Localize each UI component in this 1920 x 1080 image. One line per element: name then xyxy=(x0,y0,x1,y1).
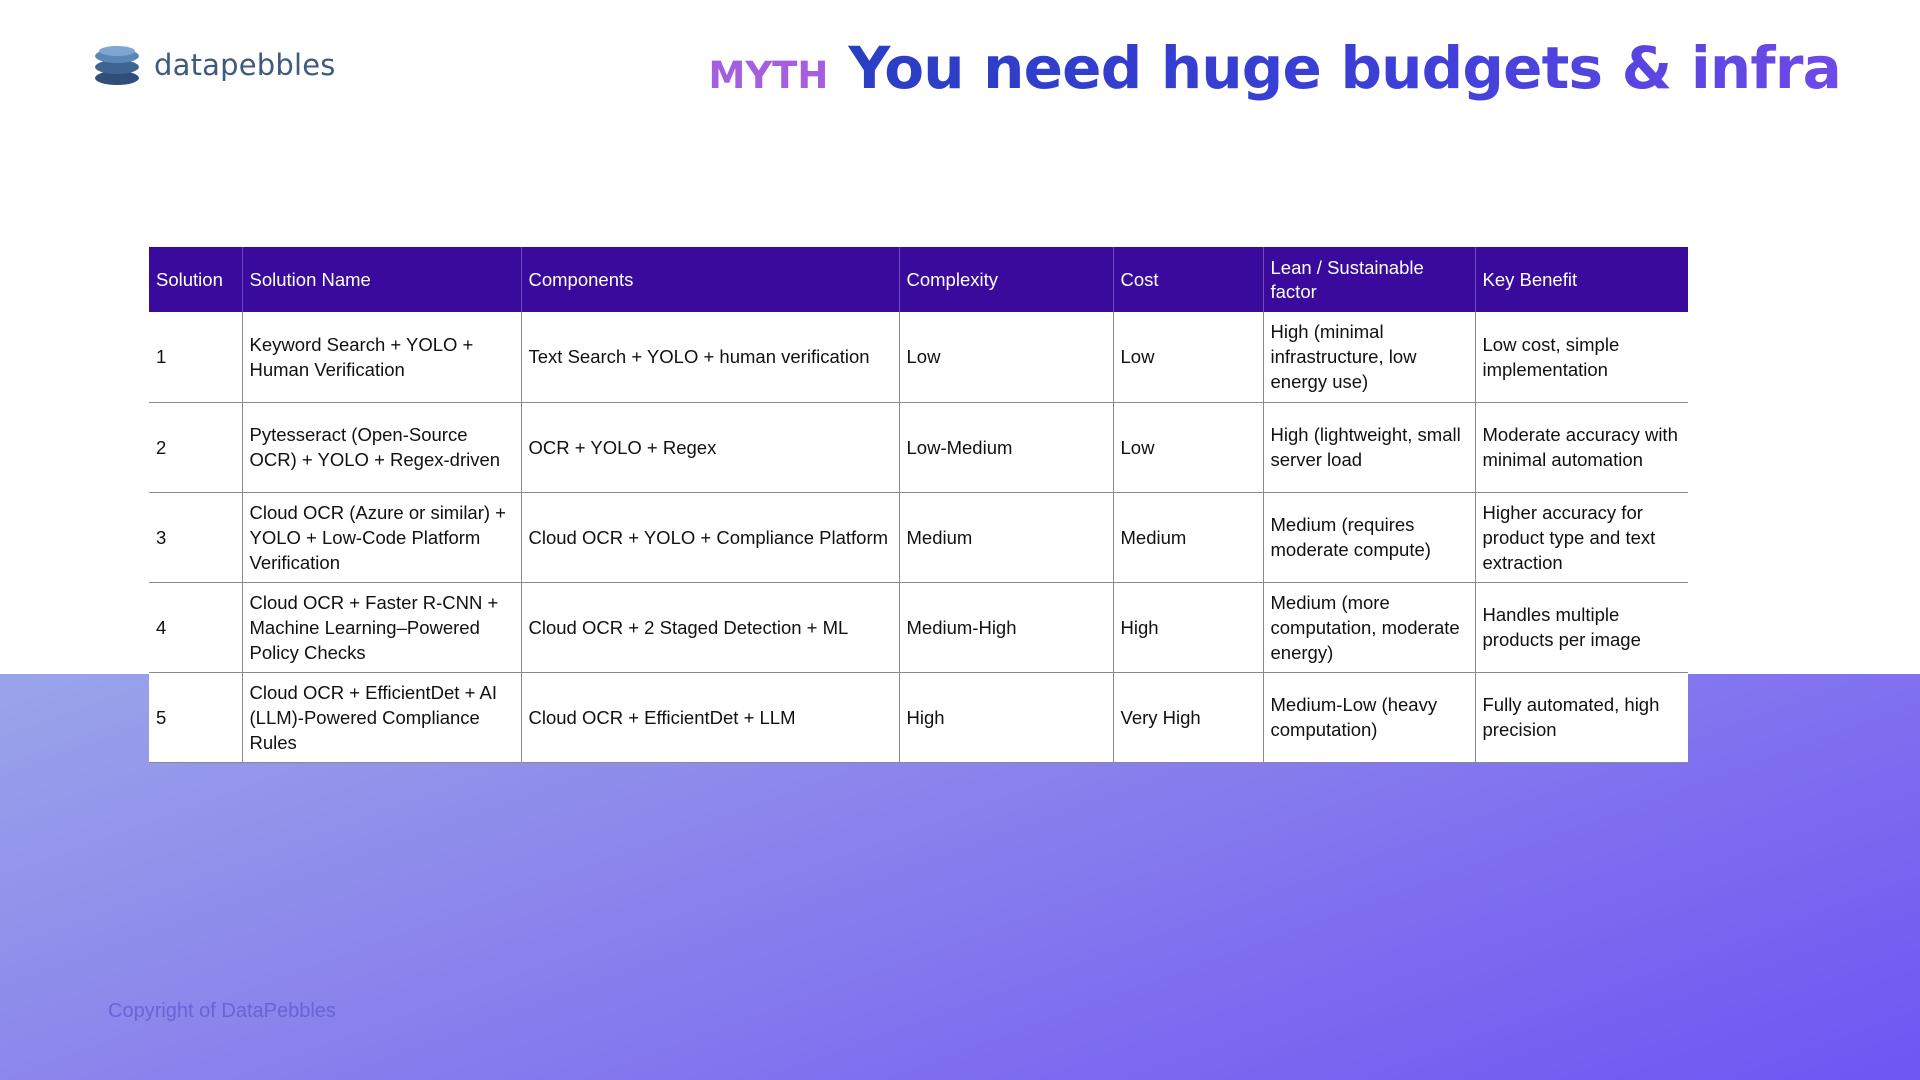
cell-solution: 4 xyxy=(149,582,242,672)
table-row xyxy=(149,402,1688,492)
cell-key-benefit: Fully automated, high precision xyxy=(1475,672,1688,762)
cell-solution-name: Cloud OCR (Azure or similar) + YOLO + Low-Code Platform Verification xyxy=(242,492,521,582)
table-row xyxy=(149,582,1688,672)
cell-complexity: Low-Medium xyxy=(899,402,1113,492)
cell-solution: 1 xyxy=(149,312,242,402)
cell-complexity: High xyxy=(899,672,1113,762)
database-stack-icon xyxy=(92,43,142,87)
table-row xyxy=(149,492,1688,582)
cell-solution-name: Pytesseract (Open-Source OCR) + YOLO + Regex-driven xyxy=(242,402,521,492)
cell-solution: 5 xyxy=(149,672,242,762)
cell-cost: Medium xyxy=(1113,492,1263,582)
cell-lean-factor: Medium (requires moderate compute) xyxy=(1263,492,1475,582)
cell-complexity: Medium xyxy=(899,492,1113,582)
cell-key-benefit: Low cost, simple implementation xyxy=(1475,312,1688,402)
cell-components: Cloud OCR + 2 Staged Detection + ML xyxy=(521,582,899,672)
header-cost: Cost xyxy=(1113,247,1263,312)
cell-lean-factor: Medium (more computation, moderate energy) xyxy=(1263,582,1475,672)
cell-solution-name: Keyword Search + YOLO + Human Verification xyxy=(242,312,521,402)
cell-solution-name: Cloud OCR + EfficientDet + AI (LLM)-Powered Compliance Rules xyxy=(242,672,521,762)
cell-solution: 2 xyxy=(149,402,242,492)
brand-name: datapebbles xyxy=(154,48,336,82)
cell-cost: High xyxy=(1113,582,1263,672)
header-key-benefit: Key Benefit xyxy=(1475,247,1688,312)
cell-components: Cloud OCR + EfficientDet + LLM xyxy=(521,672,899,762)
cell-lean-factor: High (minimal infrastructure, low energy use) xyxy=(1263,312,1475,402)
cell-components: Cloud OCR + YOLO + Compliance Platform xyxy=(521,492,899,582)
cell-lean-factor: High (lightweight, small server load xyxy=(1263,402,1475,492)
cell-cost: Low xyxy=(1113,402,1263,492)
myth-label: MYTH xyxy=(708,54,829,97)
cell-key-benefit: Handles multiple products per image xyxy=(1475,582,1688,672)
header-complexity: Complexity xyxy=(899,247,1113,312)
header-solution: Solution xyxy=(149,247,242,312)
header-solution-name: Solution Name xyxy=(242,247,521,312)
header-components: Components xyxy=(521,247,899,312)
table-header-row xyxy=(149,247,1688,312)
cell-solution-name: Cloud OCR + Faster R-CNN + Machine Learning–Powered Policy Checks xyxy=(242,582,521,672)
cell-key-benefit: Moderate accuracy with minimal automation xyxy=(1475,402,1688,492)
table-row xyxy=(149,672,1688,762)
cell-solution: 3 xyxy=(149,492,242,582)
copyright-text: Copyright of DataPebbles xyxy=(108,1000,336,1022)
headline: You need huge budgets & infra xyxy=(848,34,1841,102)
cell-complexity: Medium-High xyxy=(899,582,1113,672)
cell-components: Text Search + YOLO + human verification xyxy=(521,312,899,402)
table-row xyxy=(149,312,1688,402)
solutions-comparison-table xyxy=(149,247,1688,763)
cell-cost: Low xyxy=(1113,312,1263,402)
cell-components: OCR + YOLO + Regex xyxy=(521,402,899,492)
cell-cost: Very High xyxy=(1113,672,1263,762)
brand-logo xyxy=(92,43,336,87)
cell-key-benefit: Higher accuracy for product type and text extraction xyxy=(1475,492,1688,582)
slide-title xyxy=(709,34,1841,102)
cell-complexity: Low xyxy=(899,312,1113,402)
cell-lean-factor: Medium-Low (heavy computation) xyxy=(1263,672,1475,762)
header-lean-factor: Lean / Sustainable factor xyxy=(1263,247,1475,312)
